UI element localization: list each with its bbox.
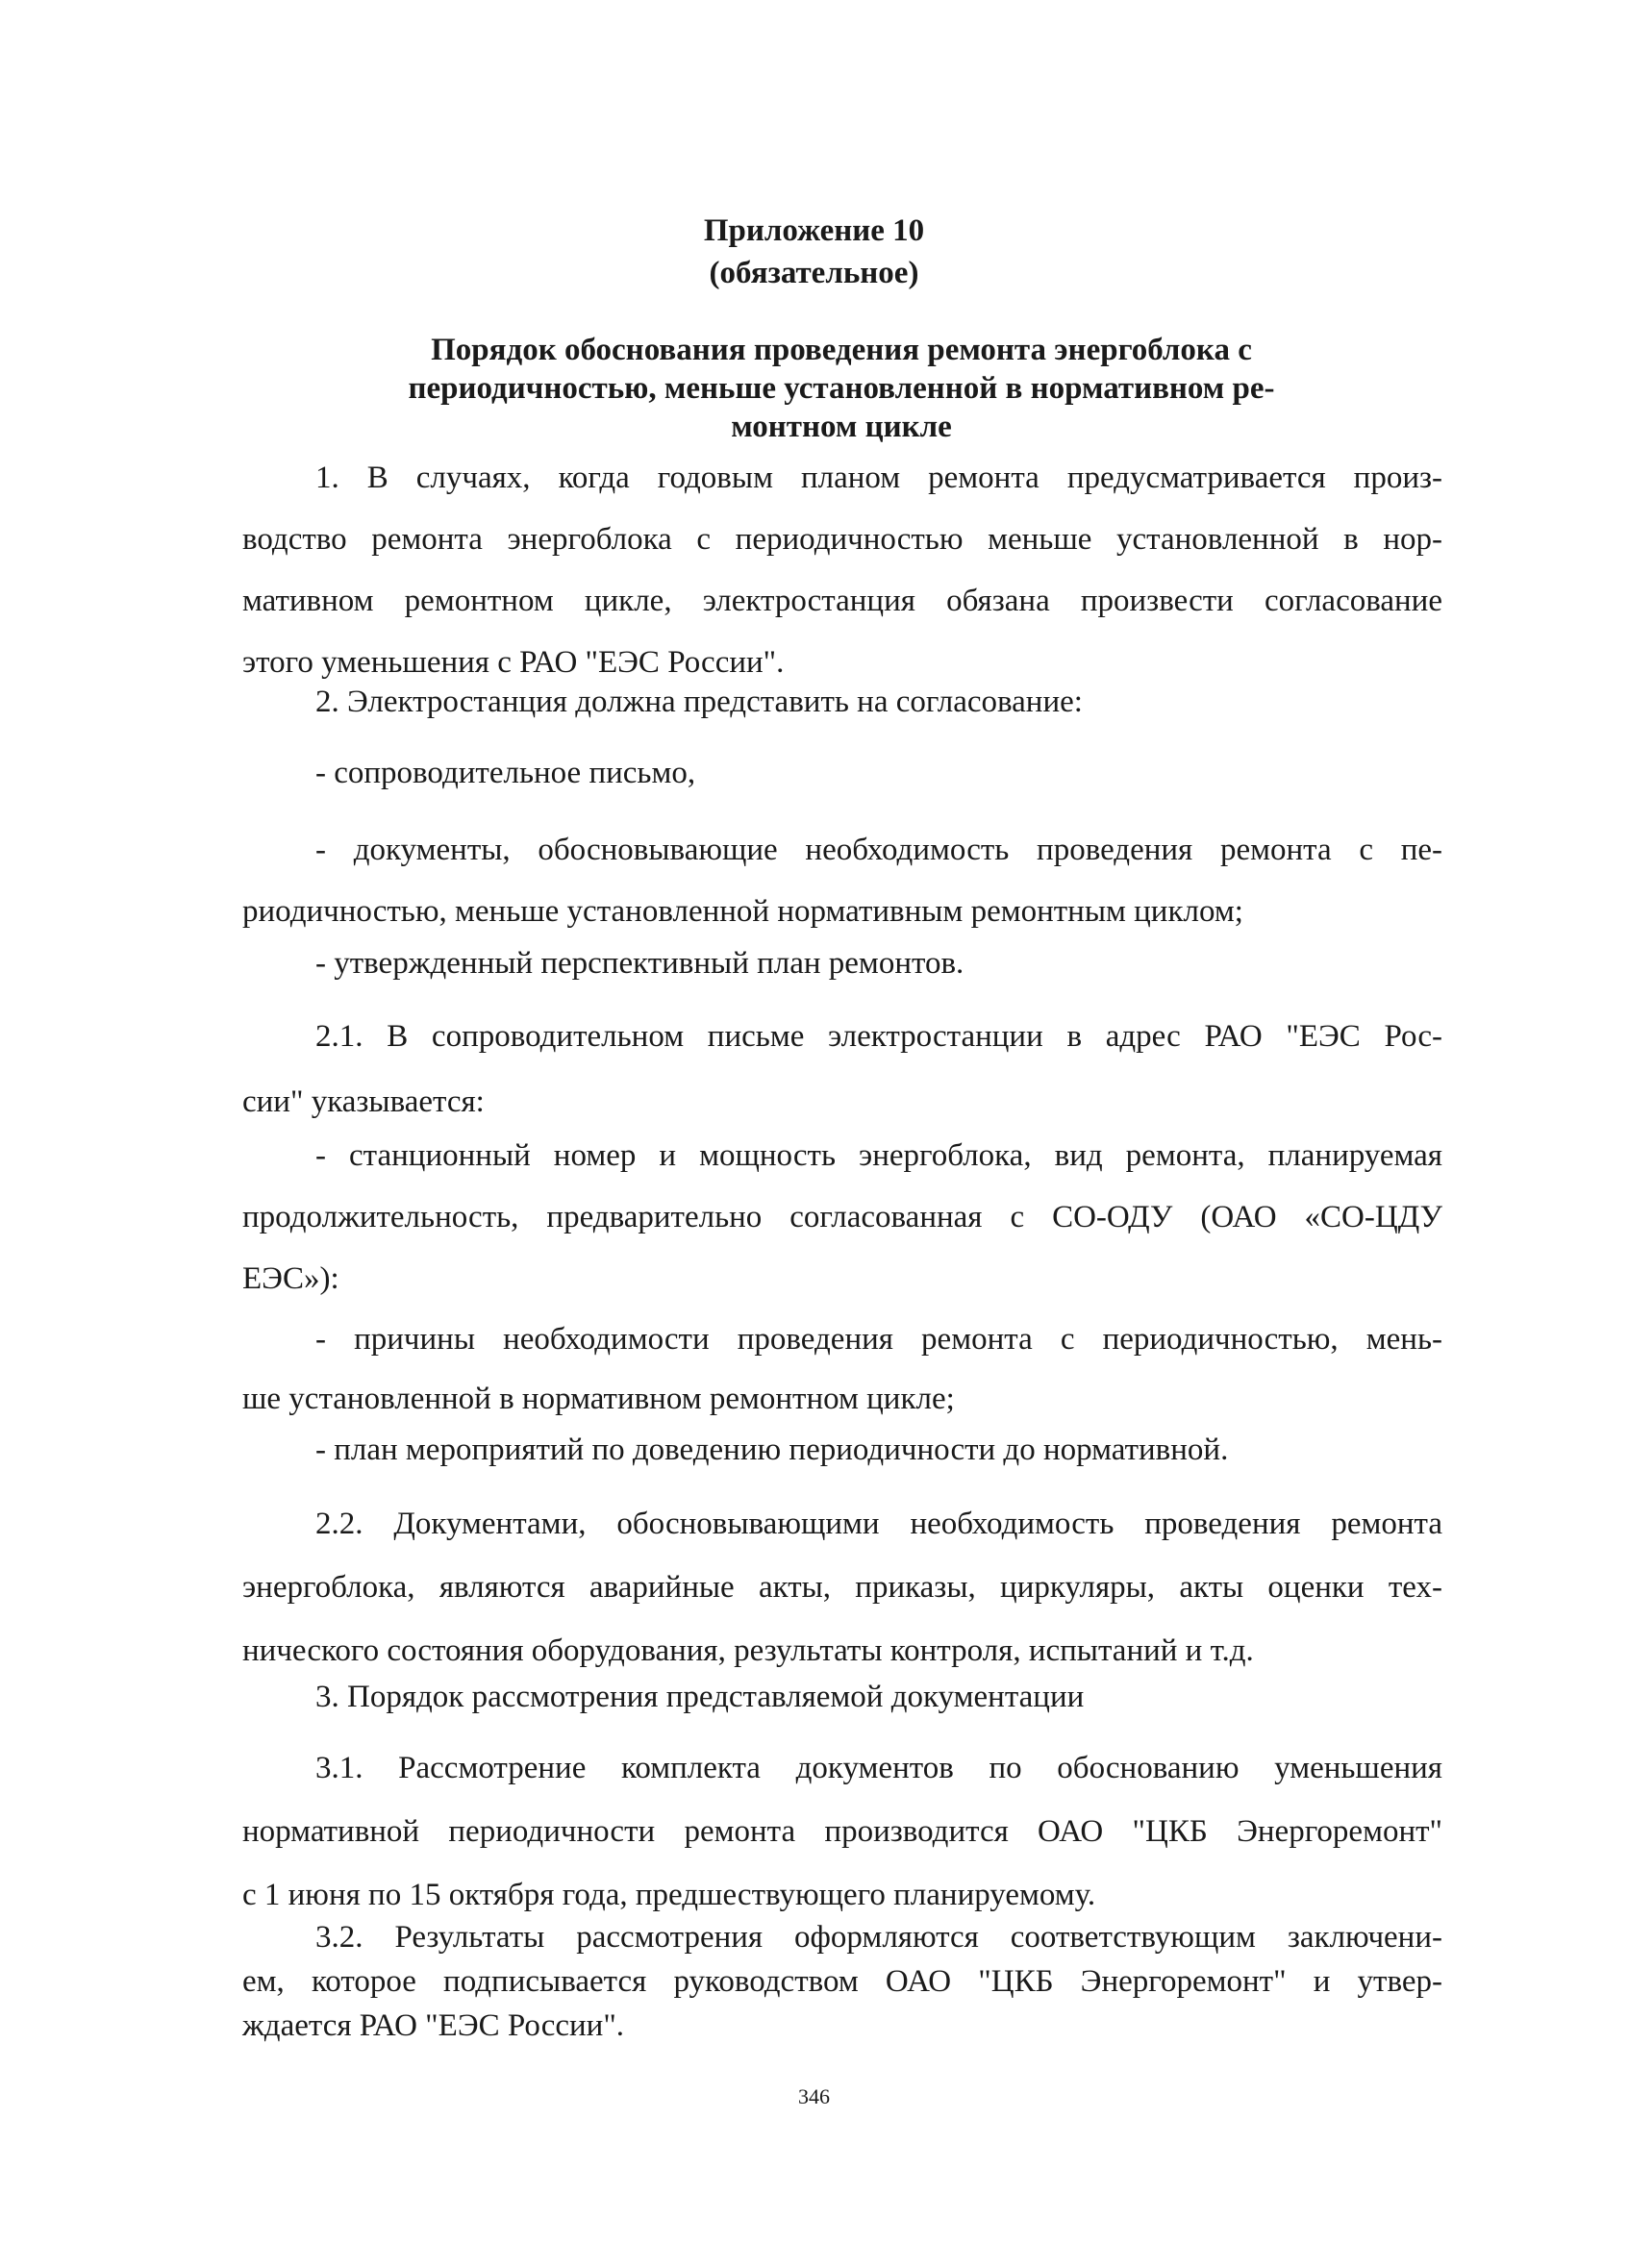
text-line: сии" указывается: xyxy=(242,1084,485,1119)
text-line: нического состояния оборудования, результаты контроля, испытаний и т.д. xyxy=(242,1633,1254,1668)
text-line: энергоблока, являются аварийные акты, приказы, циркуляры, акты оценки тех- xyxy=(242,1570,1442,1605)
paragraph-3-2 xyxy=(242,1915,1442,2048)
text-line: 3.2. Результаты рассмотрения оформляются соответствующим заключени- xyxy=(315,1920,1442,1955)
text-line: 3.1. Рассмотрение комплекта документов по обоснованию уменьшения xyxy=(315,1751,1442,1785)
list-item-plan xyxy=(242,944,1442,983)
appendix-status: (обязательное) xyxy=(709,256,919,290)
text-line: риодичностью, меньше установленной нормативным ремонтным циклом; xyxy=(242,894,1243,929)
paragraph-2-1 xyxy=(242,1004,1442,1134)
title-line: Порядок обоснования проведения ремонта энергоблока с xyxy=(431,333,1252,367)
paragraph-2 xyxy=(242,683,1442,721)
text-line: - утвержденный перспективный план ремонтов. xyxy=(315,946,964,981)
text-line: - план мероприятий по доведению периодичности до нормативной. xyxy=(315,1433,1229,1467)
list-item-documents xyxy=(242,819,1442,942)
text-line: - сопроводительное письмо, xyxy=(315,756,696,790)
page-number: 346 xyxy=(798,2084,830,2108)
text-line: 2.1. В сопроводительном письме электростанции в адрес РАО "ЕЭС Рос- xyxy=(315,1019,1442,1054)
text-line: 3. Порядок рассмотрения представляемой документации xyxy=(315,1680,1085,1714)
text-line: водство ремонта энергоблока с периодичностью меньше установленной в нор- xyxy=(242,522,1442,557)
paragraph-2-2 xyxy=(242,1492,1442,1682)
text-line: этого уменьшения с РАО "ЕЭС России". xyxy=(242,645,785,680)
text-line: - станционный номер и мощность энергоблока, вид ремонта, планируемая xyxy=(315,1138,1442,1173)
text-line: нормативной периодичности ремонта производится ОАО "ЦКБ Энергоремонт" xyxy=(242,1814,1442,1849)
text-line: мативном ремонтном цикле, электростанция обязана произвести согласование xyxy=(242,584,1442,618)
text-line: 1. В случаях, когда годовым планом ремонта предусматривается произ- xyxy=(315,461,1442,495)
text-line: ЕЭС»): xyxy=(242,1261,339,1296)
text-line: ем, которое подписывается руководством ОАО "ЦКБ Энергоремонт" и утвер- xyxy=(242,1964,1442,1999)
text-line: с 1 июня по 15 октября года, предшествующего планируемому. xyxy=(242,1878,1096,1912)
list-item-measures xyxy=(242,1431,1442,1469)
text-line: - документы, обосновывающие необходимость проведения ремонта с пе- xyxy=(315,833,1442,867)
list-item-reasons xyxy=(242,1309,1442,1429)
text-line: ждается РАО "ЕЭС России". xyxy=(242,2008,625,2043)
text-line: 2. Электростанция должна представить на согласование: xyxy=(315,685,1083,719)
document-title xyxy=(356,331,1327,446)
text-line: ше установленной в нормативном ремонтном цикле; xyxy=(242,1382,955,1416)
paragraph-3 xyxy=(242,1678,1442,1716)
title-line: монтном цикле xyxy=(731,410,952,444)
appendix-heading: Приложение 10 xyxy=(703,213,925,248)
title-line: периодичностью, меньше установленной в нормативном ре- xyxy=(408,371,1275,406)
paragraph-1 xyxy=(242,447,1442,693)
list-item-station-number xyxy=(242,1125,1442,1309)
text-line: - причины необходимости проведения ремонта с периодичностью, мень- xyxy=(315,1322,1442,1357)
paragraph-3-1 xyxy=(242,1736,1442,1927)
list-item-cover-letter xyxy=(242,754,1442,792)
text-line: 2.2. Документами, обосновывающими необходимость проведения ремонта xyxy=(315,1507,1442,1541)
text-line: продолжительность, предварительно согласованная с СО-ОДУ (ОАО «СО-ЦДУ xyxy=(242,1200,1442,1234)
